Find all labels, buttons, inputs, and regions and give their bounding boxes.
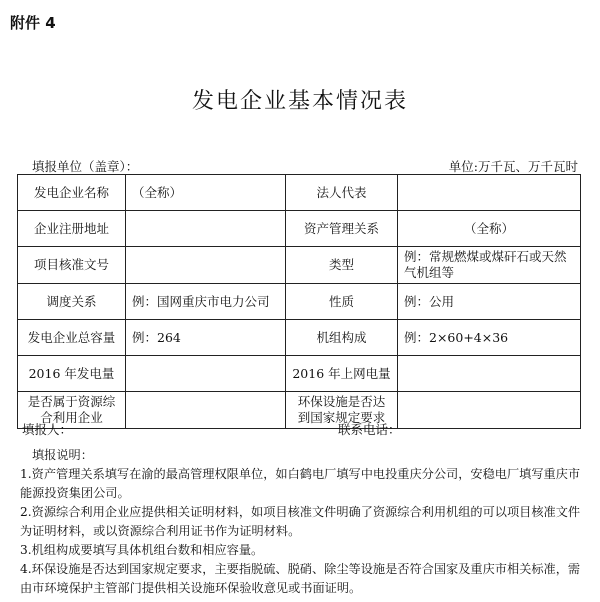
table-cell: 2016 年发电量 [18, 356, 126, 392]
table-cell: 类型 [286, 247, 398, 284]
reporting-unit-label: 填报单位（盖章）： [32, 159, 139, 174]
instruction-item: 1.资产管理关系填写在渝的最高管理权限单位，如白鹤电厂填写中电投重庆分公司，安稳电厂填写重庆市能源投资集团公司。 [20, 467, 581, 500]
table-cell: 发电企业总容量 [18, 320, 126, 356]
table-cell: 发电企业名称 [18, 175, 126, 211]
table-cell [398, 392, 581, 429]
instruction-item: 3.机组构成要填写具体机组台数和相应容量。 [20, 543, 264, 557]
table-cell: 调度关系 [18, 284, 126, 320]
table-cell: 2016 年上网电量 [286, 356, 398, 392]
table-cell [126, 211, 286, 247]
instruction-item: 4.环保设施是否达到国家规定要求，主要指脱硫、脱硝、除尘等设施是否符合国家及重庆市相关标准，需由市环境保护主管部门提供相关设施环保验收意见或书面证明。 [20, 562, 581, 595]
table-cell [126, 247, 286, 284]
table-cell: 例：国网重庆市电力公司 [126, 284, 286, 320]
table-cell: 项目核准文号 [18, 247, 126, 284]
table-row [18, 320, 581, 356]
table-cell: （全称） [398, 211, 581, 247]
table-row [18, 247, 581, 284]
table-cell: 性质 [286, 284, 398, 320]
table-cell [398, 356, 581, 392]
table-cell [126, 392, 286, 429]
table-cell: 例：公用 [398, 284, 581, 320]
attachment-label: 附件 4 [10, 14, 56, 32]
table-cell [126, 356, 286, 392]
units-label: 单位:万千瓦、万千瓦时 [448, 159, 578, 174]
table-cell: （全称） [126, 175, 286, 211]
instructions [20, 446, 586, 598]
table-row [18, 356, 581, 392]
enterprise-info-table [17, 174, 581, 429]
table-cell: 例：2×60+4×36 [398, 320, 581, 356]
table-cell: 是否属于资源综合利用企业 [18, 392, 126, 429]
table-cell: 企业注册地址 [18, 211, 126, 247]
contact-phone-label: 联系电话： [338, 422, 401, 437]
table-row [18, 175, 581, 211]
instructions-heading: 填报说明： [32, 448, 93, 462]
instruction-item: 2.资源综合利用企业应提供相关证明材料，如项目核准文件明确了资源综合利用机组的可以项目核准文件为证明材料，或以资源综合利用证书作为证明材料。 [20, 505, 581, 538]
table-row [18, 392, 581, 429]
table-row [18, 211, 581, 247]
table-cell: 法人代表 [286, 175, 398, 211]
table-row [18, 284, 581, 320]
document-title: 发电企业基本情况表 [191, 89, 408, 114]
table-cell: 资产管理关系 [286, 211, 398, 247]
filler-label: 填报人： [22, 422, 73, 437]
table-cell: 例：常规燃煤或煤矸石或天然气机组等 [398, 247, 581, 284]
table-cell: 机组构成 [286, 320, 398, 356]
table-cell: 例：264 [126, 320, 286, 356]
table-cell [398, 175, 581, 211]
table-cell: 环保设施是否达到国家规定要求 [286, 392, 398, 429]
